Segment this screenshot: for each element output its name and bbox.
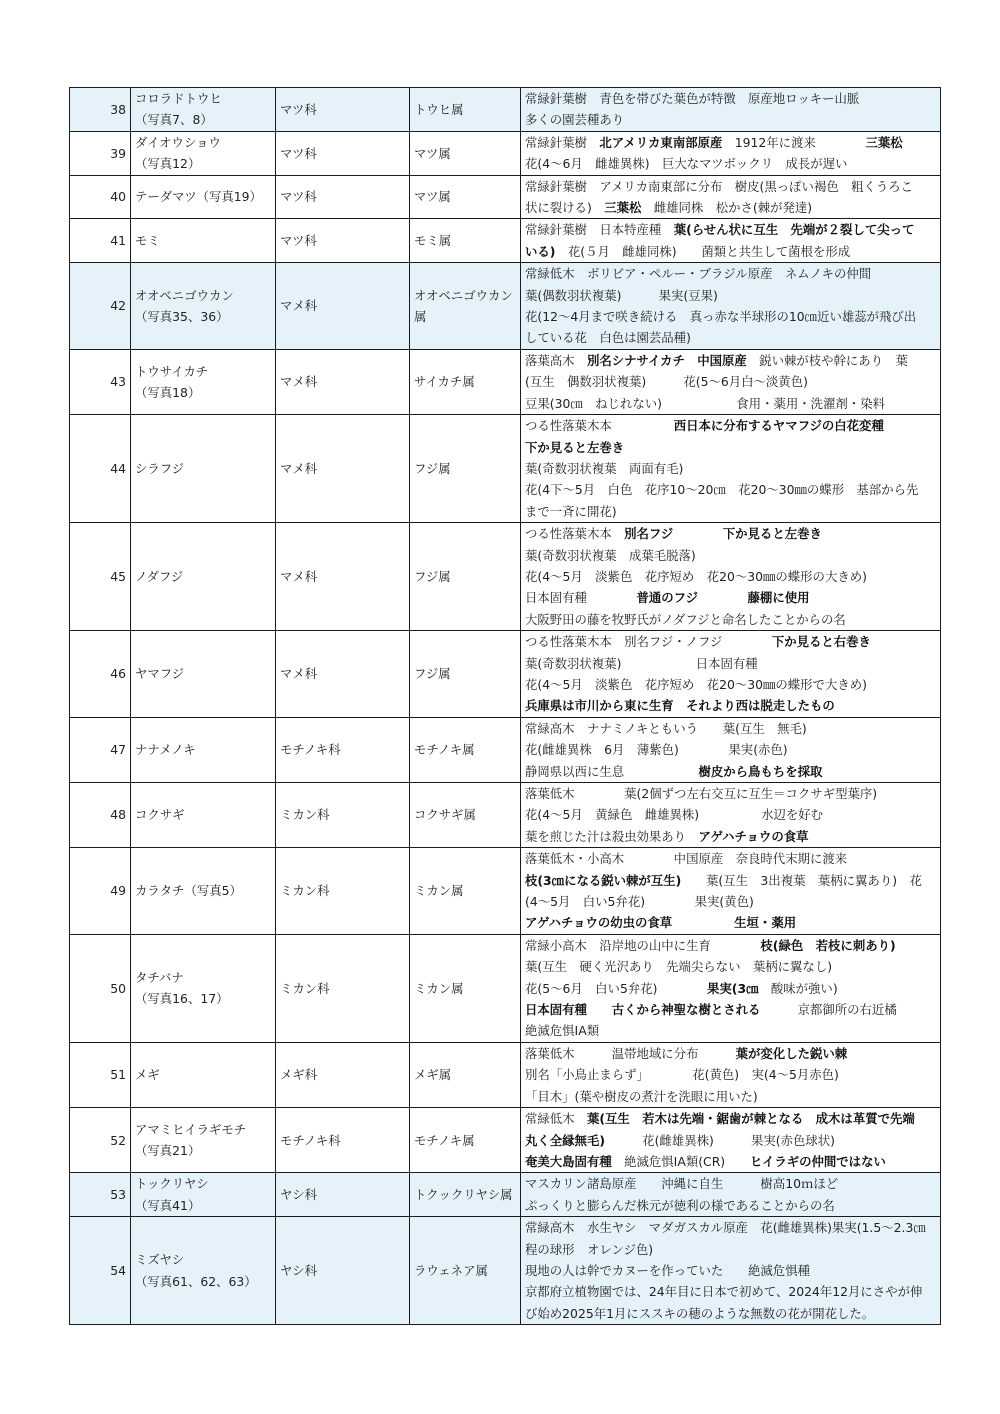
description-line: [525, 458, 936, 479]
table-row: [70, 1108, 941, 1173]
plant-name: モミ: [135, 233, 160, 249]
genus-cell: ミカン属: [410, 934, 521, 1042]
description-text: ぷっくりと膨らんだ株元が徳利の様であることからの名: [525, 1197, 835, 1213]
table-row: [70, 88, 941, 132]
plant-table-body: [70, 88, 941, 1325]
genus-line: 属: [414, 309, 427, 325]
photo-ref: （写真7、8）: [135, 112, 213, 128]
description-line: [525, 653, 936, 674]
description-line: [525, 1020, 936, 1041]
description-text: 酸味が強い): [758, 980, 838, 996]
row-number: 52: [70, 1108, 131, 1173]
description-line: [525, 870, 936, 891]
row-number: 45: [70, 523, 131, 631]
table-row: [70, 1217, 941, 1325]
description-text: 花(4下～5月 白色 花序10～20㎝ 花20～30㎜の蝶形 基部から先: [525, 482, 919, 498]
genus-cell: モチノキ属: [410, 1108, 521, 1173]
description-line: [525, 371, 936, 392]
plant-name: シラフジ: [135, 460, 185, 476]
description-text: び始め2025年1月にススキの穂のような無数の花が開花した。: [525, 1305, 875, 1321]
row-number: 49: [70, 848, 131, 935]
description-line: [525, 1043, 936, 1064]
description-bold-text: 西日本に分布するヤマフジの白花変種: [673, 418, 884, 434]
description-bold-text: 枝(緑色 若枝に刺あり): [760, 937, 896, 953]
description-bold-text: いる): [525, 243, 556, 259]
description-bold-text: 日本固有種 古くから神聖な樹とされる: [525, 1002, 761, 1018]
genus-cell: フジ属: [410, 631, 521, 718]
description-text: 京都府立植物園では、24年目に日本で初めて、2024年12月にさやが伸: [525, 1284, 923, 1300]
description-bold-text: 枝(3㎝になる鋭い棘が互生): [525, 872, 682, 888]
description-bold-text: 普通のフジ 藤棚に使用: [636, 590, 810, 606]
plant-name: ノダフジ: [135, 568, 184, 584]
description-bold-text: 三葉松: [865, 134, 903, 150]
genus-cell: マツ属: [410, 175, 521, 219]
table-row: [70, 131, 941, 175]
table-row: [70, 1173, 941, 1217]
description-cell: [521, 934, 941, 1042]
description-bold-text: 樹皮から鳥もちを採取: [698, 763, 823, 779]
description-text: 花(4～5月 黄緑色 雌雄異株) 水辺を好む: [525, 807, 824, 823]
description-text: 葉(偶数羽状複葉) 果実(豆果): [525, 287, 718, 303]
description-line: [525, 327, 936, 348]
row-number: 51: [70, 1042, 131, 1107]
description-cell: [521, 717, 941, 782]
description-line: [525, 1086, 936, 1107]
description-cell: [521, 175, 941, 219]
description-text: 常緑高木 水生ヤシ マダガスカル原産 花(雌雄異株)果実(1.5～2.3㎝: [525, 1220, 926, 1236]
description-bold-text: 丸く全縁無毛): [525, 1132, 606, 1148]
table-row: [70, 934, 941, 1042]
family-cell: マツ科: [276, 88, 410, 132]
description-text: 常緑針葉樹: [525, 134, 600, 150]
description-line: [525, 1108, 936, 1129]
description-text: つる性落葉木本: [525, 526, 625, 542]
genus-line: オオベニゴウカン: [414, 287, 513, 303]
description-text: 花(雌雄異株 6月 薄紫色) 果実(赤色): [525, 742, 788, 758]
description-text: 葉(互生 3出複葉 葉柄に翼あり) 花: [681, 872, 922, 888]
description-cell: [521, 1108, 941, 1173]
description-line: [525, 587, 936, 608]
description-bold-text: 葉が変化した鋭い棘: [735, 1045, 848, 1061]
description-text: (4～5月 白い5弁花) 果実(黄色): [525, 894, 754, 910]
description-text: 常緑針葉樹 アメリカ南東部に分布 樹皮(黒っぽい褐色 粗くうろこ: [525, 178, 914, 194]
description-cell: [521, 1042, 941, 1107]
description-bold-text: 下か見ると左巻き: [525, 439, 625, 455]
plant-name-cell: [131, 263, 276, 350]
description-line: [525, 956, 936, 977]
description-text: まで一斉に開花): [525, 503, 617, 519]
table-row: [70, 523, 941, 631]
photo-ref: （写真35、36）: [135, 309, 229, 325]
description-line: [525, 935, 936, 956]
plant-name-cell: [131, 717, 276, 782]
description-bold-text: 葉(らせん状に互生 先端が２裂して尖って: [673, 222, 915, 238]
description-text: 程の球形 オレンジ色): [525, 1241, 654, 1257]
description-text: 1912年に渡来: [722, 134, 866, 150]
table-row: [70, 1042, 941, 1107]
photo-ref: （写真18）: [135, 384, 201, 400]
description-line: [525, 437, 936, 458]
description-text: 「目木」(葉や樹皮の煮汁を洗眼に用いた): [525, 1088, 758, 1104]
description-line: [525, 631, 936, 652]
description-bold-text: 下か見ると右巻き: [771, 634, 871, 650]
plant-table: [69, 87, 941, 1325]
description-line: [525, 109, 936, 130]
row-number: 41: [70, 219, 131, 263]
description-bold-text: 果実(3㎝: [707, 980, 759, 996]
plant-name-cell: [131, 131, 276, 175]
description-line: [525, 695, 936, 716]
description-text: 花(4～5月 淡紫色 花序短め 花20～30㎜の蝶形で大きめ): [525, 676, 867, 692]
genus-cell: [410, 263, 521, 350]
table-row: [70, 783, 941, 848]
row-number: 47: [70, 717, 131, 782]
description-cell: [521, 848, 941, 935]
description-line: [525, 415, 936, 436]
description-bold-text: ヒイラギの仲間ではない: [749, 1153, 886, 1169]
description-bold-text: アゲハチョウの幼虫の食草 生垣・薬用: [525, 915, 797, 931]
family-cell: モチノキ科: [276, 1108, 410, 1173]
description-text: 落葉低木・小高木 中国原産 奈良時代末期に渡来: [525, 851, 848, 867]
photo-ref: （写真61、62、63）: [135, 1273, 257, 1289]
family-cell: マツ科: [276, 219, 410, 263]
description-text: マスカリン諸島原産 沖縄に自生 樹高10ｍほど: [525, 1176, 839, 1192]
row-number: 44: [70, 415, 131, 523]
description-text: 花(4～5月 淡紫色 花序短め 花20～30㎜の蝶形の大きめ): [525, 568, 867, 584]
row-number: 54: [70, 1217, 131, 1325]
family-cell: マメ科: [276, 523, 410, 631]
description-text: 大阪野田の藤を牧野氏がノダフジと命名したことからの名: [525, 611, 846, 627]
description-cell: [521, 1217, 941, 1325]
plant-name-cell: [131, 175, 276, 219]
description-line: [525, 523, 936, 544]
description-text: 花(12～4月まで咲き続ける 真っ赤な半球形の10㎝近い雄蕊が飛び出: [525, 309, 917, 325]
genus-cell: トクックリヤシ属: [410, 1173, 521, 1217]
description-line: [525, 197, 936, 218]
description-cell: [521, 88, 941, 132]
plant-name-cell: [131, 848, 276, 935]
plant-name-cell: [131, 219, 276, 263]
genus-cell: ラウェネア属: [410, 1217, 521, 1325]
description-text: 常緑針葉樹 青色を帯びた葉色が特徴 原産地ロッキー山脈: [525, 91, 860, 106]
plant-name: トウサイカチ: [135, 363, 209, 379]
description-line: [525, 285, 936, 306]
description-text: 常緑針葉樹 日本特産種: [525, 222, 674, 238]
row-number: 53: [70, 1173, 131, 1217]
description-text: 落葉低木 葉(2個ずつ左右交互に互生＝コクサギ型葉序): [525, 786, 878, 801]
description-line: [525, 1217, 936, 1238]
family-cell: マメ科: [276, 349, 410, 414]
description-bold-text: 北アメリカ東南部原産: [599, 134, 723, 150]
genus-cell: ミカン属: [410, 848, 521, 935]
description-line: [525, 88, 936, 109]
table-row: [70, 717, 941, 782]
description-line: [525, 1239, 936, 1260]
description-text: 常緑小高木 沿岸地の山中に生育: [525, 937, 761, 953]
description-line: [525, 761, 936, 782]
plant-name-cell: [131, 1217, 276, 1325]
description-cell: [521, 349, 941, 414]
family-cell: ヤシ科: [276, 1217, 410, 1325]
plant-name: ミズヤシ: [135, 1252, 185, 1268]
description-line: [525, 501, 936, 522]
plant-name-cell: [131, 631, 276, 718]
plant-name-cell: [131, 349, 276, 414]
family-cell: マメ科: [276, 263, 410, 350]
genus-cell: フジ属: [410, 415, 521, 523]
description-text: 多くの園芸種あり: [525, 112, 625, 128]
description-bold-text: 葉(互生 若木は先端・鋸歯が棘となる 成木は革質で先端: [586, 1111, 915, 1127]
description-cell: [521, 631, 941, 718]
plant-name-cell: [131, 1173, 276, 1217]
table-row: [70, 848, 941, 935]
description-text: 落葉高木: [525, 352, 587, 368]
plant-name: オオベニゴウカン: [135, 287, 234, 303]
plant-name-cell: [131, 783, 276, 848]
table-row: [70, 175, 941, 219]
description-line: [525, 1281, 936, 1302]
description-line: [525, 545, 936, 566]
description-line: [525, 804, 936, 825]
description-line: [525, 306, 936, 327]
row-number: 43: [70, 349, 131, 414]
description-text: 葉(奇数羽状複葉 両面有毛): [525, 460, 684, 476]
description-bold-text: 奄美大島固有種: [525, 1153, 612, 1169]
description-cell: [521, 263, 941, 350]
description-text: している花 白色は園芸品種): [525, 330, 691, 346]
plant-name: ヤマフジ: [135, 666, 185, 682]
table-row: [70, 219, 941, 263]
description-text: 常緑低木: [525, 1111, 587, 1127]
plant-name-cell: [131, 88, 276, 132]
family-cell: マツ科: [276, 131, 410, 175]
description-line: [525, 848, 936, 869]
description-text: 花(５月 雌雄同株) 菌類と共生して菌根を形成: [555, 243, 851, 259]
description-text: 静岡県以西に生息: [525, 763, 699, 779]
description-text: (互生 偶数羽状複葉) 花(5～6月白～淡黄色): [525, 374, 808, 390]
description-text: 絶滅危惧IA類: [525, 1023, 600, 1039]
plant-name: コロラドトウヒ: [135, 91, 222, 106]
plant-name-cell: [131, 934, 276, 1042]
genus-cell: モミ属: [410, 219, 521, 263]
description-text: 豆果(30㎝ ねじれない) 食用・薬用・洗濯剤・染料: [525, 395, 885, 411]
description-text: 現地の人は幹でカヌーを作っていた 絶滅危惧種: [525, 1262, 810, 1278]
photo-ref: （写真21）: [135, 1143, 201, 1159]
description-line: [525, 1195, 936, 1216]
description-text: 花(5～6月 白い5弁花): [525, 980, 708, 996]
description-line: [525, 132, 936, 153]
table-row: [70, 631, 941, 718]
description-line: [525, 393, 936, 414]
genus-cell: サイカチ属: [410, 349, 521, 414]
description-text: 葉(奇数羽状複葉) 日本固有種: [525, 655, 758, 671]
description-line: [525, 566, 936, 587]
description-line: [525, 263, 936, 284]
description-line: [525, 176, 936, 197]
row-number: 46: [70, 631, 131, 718]
description-line: [525, 1260, 936, 1281]
plant-name-cell: [131, 1042, 276, 1107]
table-row: [70, 415, 941, 523]
description-bold-text: 兵庫県は市川から東に生育 それより西は脱走したもの: [525, 698, 835, 714]
genus-cell: モチノキ属: [410, 717, 521, 782]
description-text: 落葉低木 温帯地域に分布: [525, 1045, 736, 1061]
description-line: [525, 1130, 936, 1151]
photo-ref: （写真12）: [135, 156, 201, 172]
description-line: [525, 350, 936, 371]
description-text: 常緑高木 ナナミノキともいう 葉(互生 無毛): [525, 720, 807, 736]
plant-name: タチバナ: [135, 969, 184, 985]
plant-name: トックリヤシ: [135, 1176, 209, 1192]
description-line: [525, 783, 936, 804]
description-text: 別名「小鳥止まらず」 花(黄色) 実(4～5月赤色): [525, 1067, 839, 1083]
row-number: 39: [70, 131, 131, 175]
description-text: 葉(奇数羽状複葉 成葉毛脱落): [525, 547, 696, 563]
description-line: [525, 1064, 936, 1085]
description-text: 絶滅危惧IA類(CR): [611, 1153, 750, 1169]
description-line: [525, 219, 936, 240]
plant-name-cell: [131, 1108, 276, 1173]
plant-name: ダイオウショウ: [135, 134, 221, 150]
genus-cell: メギ属: [410, 1042, 521, 1107]
description-bold-text: アゲハチョウの食草: [698, 828, 809, 844]
description-text: 日本固有種: [525, 590, 637, 606]
description-line: [525, 999, 936, 1020]
plant-name: アマミヒイラギモチ: [135, 1121, 247, 1137]
photo-ref: （写真16、17）: [135, 991, 229, 1007]
family-cell: マツ科: [276, 175, 410, 219]
description-line: [525, 153, 936, 174]
description-text: 葉を煎じた汁は殺虫効果あり: [525, 828, 699, 844]
genus-cell: トウヒ属: [410, 88, 521, 132]
genus-cell: マツ属: [410, 131, 521, 175]
description-text: 状に裂ける): [525, 200, 605, 216]
row-number: 40: [70, 175, 131, 219]
genus-cell: フジ属: [410, 523, 521, 631]
description-line: [525, 1173, 936, 1194]
description-text: 花(4～6月 雌雄異株) 巨大なマツボックリ 成長が遅い: [525, 156, 848, 172]
plant-name: テーダマツ（写真19）: [135, 189, 262, 205]
description-line: [525, 674, 936, 695]
description-line: [525, 241, 936, 262]
row-number: 38: [70, 88, 131, 132]
description-line: [525, 479, 936, 500]
description-line: [525, 718, 936, 739]
family-cell: ミカン科: [276, 934, 410, 1042]
description-line: [525, 739, 936, 760]
description-text: 雌雄同株 松かさ(棘が発達): [641, 200, 813, 216]
description-cell: [521, 219, 941, 263]
family-cell: マメ科: [276, 631, 410, 718]
description-line: [525, 609, 936, 630]
row-number: 50: [70, 934, 131, 1042]
description-cell: [521, 131, 941, 175]
description-cell: [521, 1173, 941, 1217]
description-line: [525, 1151, 936, 1172]
description-text: 葉(互生 硬く光沢あり 先端尖らない 葉柄に翼なし): [525, 959, 833, 975]
genus-cell: コクサギ属: [410, 783, 521, 848]
description-line: [525, 912, 936, 933]
family-cell: ミカン科: [276, 783, 410, 848]
description-cell: [521, 783, 941, 848]
plant-name: メギ: [135, 1067, 160, 1083]
row-number: 42: [70, 263, 131, 350]
plant-name-cell: [131, 523, 276, 631]
description-text: つる性落葉木本: [525, 418, 674, 434]
plant-name: ナナメノキ: [135, 742, 196, 758]
table-row: [70, 263, 941, 350]
family-cell: ミカン科: [276, 848, 410, 935]
description-line: [525, 891, 936, 912]
description-line: [525, 978, 936, 999]
description-text: 常緑低木 ボリビア・ペルー・ブラジル原産 ネムノキの仲間: [525, 266, 872, 282]
description-bold-text: 別名フジ 下か見ると左巻き: [624, 526, 822, 542]
description-line: [525, 1303, 936, 1324]
family-cell: マメ科: [276, 415, 410, 523]
description-bold-text: 別名シナサイカチ 中国原産: [586, 352, 747, 368]
plant-name: コクサギ: [135, 807, 185, 823]
description-bold-text: 三葉松: [604, 200, 642, 216]
family-cell: メギ科: [276, 1042, 410, 1107]
family-cell: ヤシ科: [276, 1173, 410, 1217]
description-text: 花(雌雄異株) 果実(赤色球状): [605, 1132, 835, 1148]
table-row: [70, 349, 941, 414]
description-line: [525, 826, 936, 847]
description-text: 京都御所の右近橘: [760, 1002, 897, 1018]
plant-name: カラタチ（写真5）: [135, 883, 242, 899]
description-text: 鋭い棘が枝や幹にあり 葉: [746, 352, 908, 368]
photo-ref: （写真41）: [135, 1197, 201, 1213]
plant-name-cell: [131, 415, 276, 523]
row-number: 48: [70, 783, 131, 848]
description-text: つる性落葉木本 別名フジ・ノフジ: [525, 634, 772, 650]
family-cell: モチノキ科: [276, 717, 410, 782]
description-cell: [521, 523, 941, 631]
description-cell: [521, 415, 941, 523]
